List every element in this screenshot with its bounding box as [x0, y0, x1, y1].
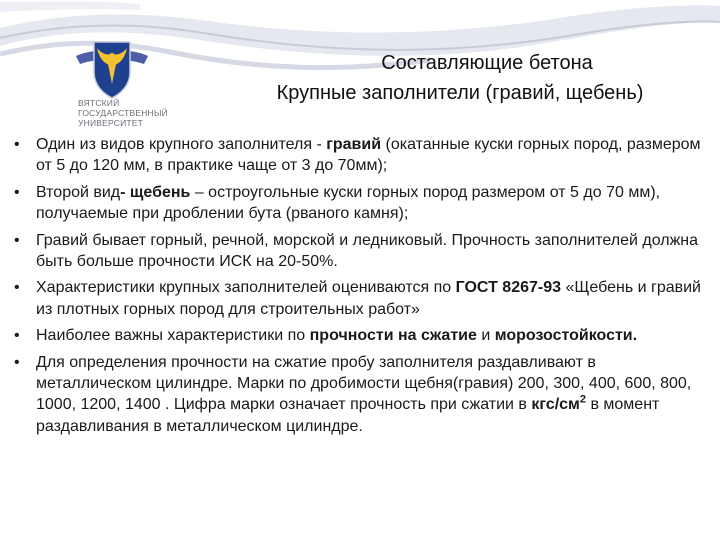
bullet-item: [14, 325, 710, 346]
bullet-item: [14, 182, 710, 225]
bullet-text: Один из видов крупного заполнителя -: [36, 136, 327, 153]
bullet-text: – остроугольные куски горных пород размером от 5 до 70 мм), получаемые при дроблении бута (рваного камня);: [36, 183, 661, 223]
title-line-2: Крупные заполнители (гравий, щебень): [276, 82, 644, 104]
bullet-item: [14, 352, 710, 438]
bullet-text: Для определения прочности на сжатие пробу заполнителя раздавливают в металлическом цилиндре. Марки по дробимости щебня(гравия) 200, 300, 400, 600, 800, 1000, 1200, 1400 . Цифра марки означает прочность при сжатии в: [36, 353, 692, 414]
bullet-text-bold: гравий: [326, 136, 382, 153]
bullet-marker: •: [14, 183, 20, 201]
bullet-item: [14, 134, 710, 177]
bullet-marker: •: [14, 279, 20, 297]
bullet-text: (окатанные куски горных пород, размером от 5 до 120 мм, в практике чаще от 3 до 70мм);: [36, 136, 701, 175]
bullet-text: «Щебень и гравий из плотных горных пород для строительных работ»: [36, 279, 701, 318]
bullet-text: Характеристики крупных заполнителей оцениваются по: [36, 279, 456, 297]
bullet-text: Наиболее важны характеристики по: [36, 327, 310, 345]
university-name: [78, 98, 168, 128]
bullet-list: [14, 134, 710, 442]
bullet-text: в момент раздавливания в металлическом цилиндре.: [36, 396, 660, 435]
bullet-text-bold: - щебень: [120, 183, 191, 201]
bullet-text: Гравий бывает горный, речной, морской и ледниковый. Прочность заполнителей должна быть больше прочности ИСК на 20-50%.: [36, 231, 699, 271]
bullet-item: [14, 277, 710, 320]
bullet-marker: •: [14, 136, 20, 153]
university-logo: [72, 34, 152, 104]
bullet-text-bold: прочности на сжатие: [309, 327, 477, 345]
bullet-marker: •: [14, 231, 20, 249]
bullet-marker: •: [14, 353, 20, 371]
university-name-line: УНИВЕРСИТЕТ: [78, 118, 144, 128]
bullet-item: [14, 230, 710, 273]
bullet-text-bold: морозостойкости.: [494, 327, 638, 345]
bullet-text-bold: 2: [579, 394, 586, 407]
bullet-text: Второй вид: [36, 183, 121, 201]
bullet-text: и: [476, 327, 495, 345]
title-line-1: Составляющие бетона: [381, 52, 593, 74]
university-name-line: ВЯТСКИЙ: [78, 98, 120, 108]
bullet-text-bold: кгс/см: [531, 396, 580, 414]
slide-title: [210, 48, 710, 108]
university-name-line: ГОСУДАРСТВЕННЫЙ: [78, 108, 168, 118]
bullet-marker: •: [14, 327, 20, 345]
bullet-text-bold: ГОСТ 8267-93: [455, 279, 562, 297]
